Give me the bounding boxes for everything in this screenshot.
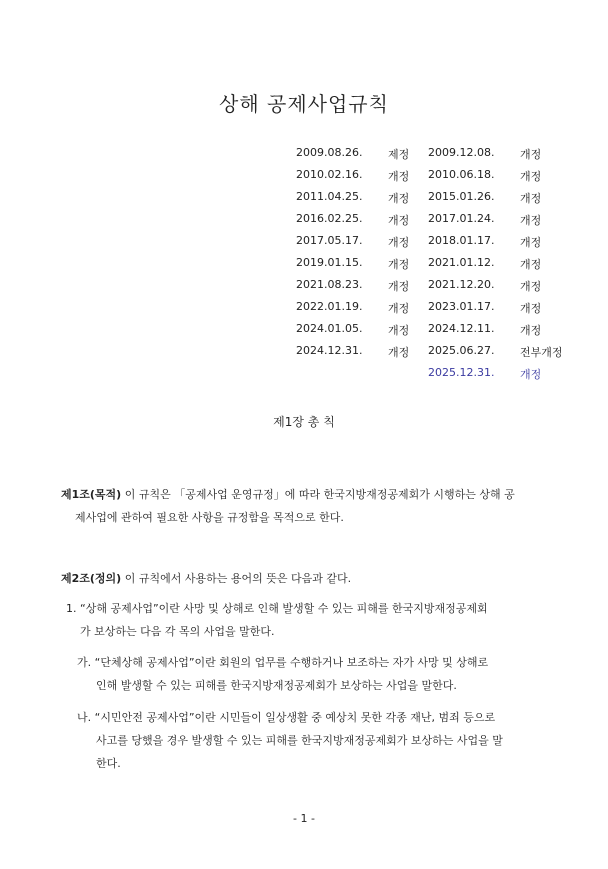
item-ga [77, 651, 488, 697]
article-2-text: 이 규칙에서 사용하는 용어의 뜻은 다음과 같다. [121, 572, 352, 585]
history-date: 2021.01.12. [428, 256, 495, 269]
history-kind: 개정 [388, 324, 410, 337]
history-date: 2025.06.27. [428, 344, 495, 357]
item-1-line-1: 1. “상해 공제사업”이란 사망 및 상해로 인해 발생할 수 있는 피해를 한국지방재정공제회 [66, 602, 488, 615]
history-row [296, 234, 556, 256]
history-kind: 개정 [388, 214, 410, 227]
history-kind: 개정 [520, 214, 542, 227]
history-kind: 개정 [388, 302, 410, 315]
item-na-line-1: 나. “시민안전 공제사업”이란 시민들이 일상생활 중 예상치 못한 각종 재난, 범죄 등으로 [77, 711, 496, 724]
history-date: 2017.05.17. [296, 234, 363, 247]
history-kind: 개정 [520, 170, 542, 183]
history-date: 2021.08.23. [296, 278, 363, 291]
history-date: 2010.06.18. [428, 168, 495, 181]
history-date: 2024.01.05. [296, 322, 363, 335]
history-date: 2024.12.31. [296, 344, 363, 357]
article-1-text: 이 규칙은 「공제사업 운영규정」에 따라 한국지방재정공제회가 시행하는 상해 공 [121, 488, 515, 501]
history-row [296, 168, 556, 190]
page-number: - 1 - [293, 812, 315, 825]
history-row [296, 300, 556, 322]
history-kind-latest: 개정 [520, 368, 542, 381]
history-row [296, 322, 556, 344]
history-date: 2011.04.25. [296, 190, 363, 203]
history-row [296, 212, 556, 234]
history-row-latest [296, 366, 556, 388]
history-date: 2018.01.17. [428, 234, 495, 247]
article-2-heading: 제2조(정의) [61, 572, 122, 585]
item-1 [66, 597, 488, 643]
history-kind: 개정 [388, 170, 410, 183]
item-na [77, 706, 503, 775]
amendment-history [296, 146, 563, 388]
history-row [296, 256, 556, 278]
item-ga-line-2: 인해 발생할 수 있는 피해를 한국지방재정공제회가 보상하는 사업을 말한다. [96, 679, 457, 692]
article-1-line-1 [61, 483, 515, 506]
history-kind: 개정 [520, 302, 542, 315]
item-na-line-2: 사고를 당했을 경우 발생할 수 있는 피해를 한국지방재정공제회가 보상하는 사업을 말 [96, 734, 503, 747]
history-date: 2019.01.15. [296, 256, 363, 269]
history-date: 2023.01.17. [428, 300, 495, 313]
article-1-line-2: 제사업에 관하여 필요한 사항을 규정함을 목적으로 한다. [75, 511, 344, 524]
history-row [296, 190, 556, 212]
history-date: 2021.12.20. [428, 278, 495, 291]
history-kind: 개정 [388, 192, 410, 205]
history-date: 2010.02.16. [296, 168, 363, 181]
history-kind: 개정 [520, 280, 542, 293]
chapter-heading: 제1장 총 칙 [273, 415, 335, 429]
history-kind: 개정 [520, 236, 542, 249]
history-kind: 제정 [388, 148, 410, 161]
history-kind: 전부개정 [520, 346, 563, 359]
history-kind: 개정 [388, 258, 410, 271]
document-title: 상해 공제사업규칙 [219, 92, 389, 116]
history-kind: 개정 [388, 280, 410, 293]
article-2 [61, 567, 351, 590]
history-date: 2022.01.19. [296, 300, 363, 313]
history-kind: 개정 [520, 148, 542, 161]
history-row [296, 146, 556, 168]
history-date: 2009.08.26. [296, 146, 363, 159]
item-1-line-2: 가 보상하는 다음 각 목의 사업을 말한다. [80, 625, 275, 638]
history-kind: 개정 [388, 346, 410, 359]
history-row [296, 344, 563, 366]
history-date-latest: 2025.12.31. [428, 366, 495, 379]
item-na-line-3: 한다. [96, 757, 121, 770]
history-date: 2015.01.26. [428, 190, 495, 203]
history-kind: 개정 [520, 192, 542, 205]
article-1-heading: 제1조(목적) [61, 488, 122, 501]
history-date: 2017.01.24. [428, 212, 495, 225]
history-kind: 개정 [520, 258, 542, 271]
history-date: 2024.12.11. [428, 322, 495, 335]
history-row [296, 278, 556, 300]
history-date: 2009.12.08. [428, 146, 495, 159]
history-kind: 개정 [520, 324, 542, 337]
history-date: 2016.02.25. [296, 212, 363, 225]
history-kind: 개정 [388, 236, 410, 249]
item-ga-line-1: 가. “단체상해 공제사업”이란 회원의 업무를 수행하거나 보조하는 자가 사망 및 상해로 [77, 656, 489, 669]
article-1 [61, 483, 515, 529]
